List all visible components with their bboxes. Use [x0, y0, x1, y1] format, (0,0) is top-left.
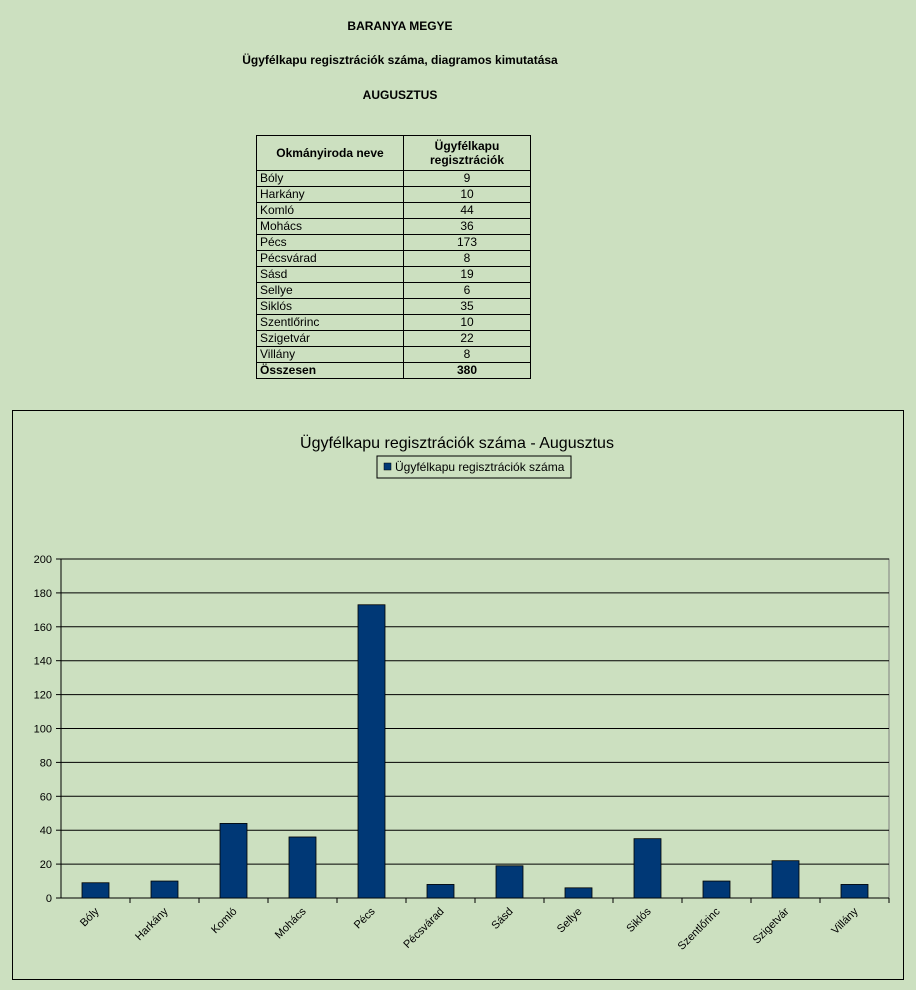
- y-tick-label: 40: [39, 825, 52, 838]
- total-value-cell: 380: [404, 363, 531, 379]
- y-tick-label: 160: [33, 621, 52, 634]
- registrations-table: [256, 135, 531, 379]
- table-row: [257, 251, 531, 267]
- office-name-cell: Harkány: [257, 187, 404, 203]
- table-header-row: [257, 136, 531, 171]
- office-name-cell: Pécsvárad: [257, 251, 404, 267]
- bar: [703, 881, 730, 898]
- bar-chart: [13, 411, 903, 979]
- table-row: [257, 235, 531, 251]
- office-name-cell: Siklós: [257, 299, 404, 315]
- registration-count-cell: 44: [404, 203, 531, 219]
- registration-count-cell: 8: [404, 347, 531, 363]
- y-tick-label: 60: [39, 791, 52, 804]
- bar: [151, 881, 178, 898]
- registration-count-cell: 6: [404, 283, 531, 299]
- table-row: [257, 299, 531, 315]
- county-title: BARANYA MEGYE: [347, 19, 453, 33]
- x-tick-label: Sellye: [554, 905, 585, 936]
- chart-title: Ügyfélkapu regisztrációk száma - Augusztus: [300, 435, 614, 452]
- table-row: [257, 331, 531, 347]
- x-tick-label: Pécs: [351, 905, 378, 932]
- registration-count-cell: 9: [404, 171, 531, 187]
- office-name-cell: Szentlőrinc: [257, 315, 404, 331]
- x-tick-label: Mohács: [272, 905, 309, 942]
- bar: [772, 861, 799, 898]
- table-row: [257, 347, 531, 363]
- y-tick-label: 120: [33, 689, 52, 702]
- x-tick-label: Szigetvár: [750, 905, 792, 947]
- bar: [220, 823, 247, 898]
- registration-count-cell: 8: [404, 251, 531, 267]
- table-row: [257, 283, 531, 299]
- bar: [841, 884, 868, 898]
- y-tick-label: 80: [39, 757, 52, 770]
- month-title: AUGUSZTUS: [362, 88, 438, 102]
- report-subtitle: Ügyfélkapu regisztrációk száma, diagramos kimutatása: [242, 53, 558, 67]
- table-row: [257, 219, 531, 235]
- bar: [358, 605, 385, 898]
- bar: [565, 888, 592, 898]
- table-total-row: [257, 363, 531, 379]
- chart-area: [12, 410, 904, 980]
- office-name-cell: Villány: [257, 347, 404, 363]
- y-tick-label: 0: [45, 893, 52, 905]
- column-header-line1: Ügyfélkapu: [434, 139, 500, 153]
- legend-label: Ügyfélkapu regisztrációk száma: [395, 460, 565, 474]
- bar: [496, 866, 523, 898]
- x-tick-label: Villány: [829, 905, 861, 937]
- office-name-cell: Sellye: [257, 283, 404, 299]
- table-row: [257, 315, 531, 331]
- x-tick-label: Pécsvárad: [401, 905, 447, 951]
- table-row: [257, 267, 531, 283]
- registration-count-cell: 10: [404, 315, 531, 331]
- column-header-registrations: [404, 136, 531, 171]
- y-tick-label: 180: [33, 587, 52, 600]
- registration-count-cell: 10: [404, 187, 531, 203]
- x-tick-label: Sásd: [489, 905, 516, 932]
- table-row: [257, 187, 531, 203]
- column-header-line2: regisztrációk: [429, 153, 505, 167]
- y-tick-label: 100: [33, 723, 52, 736]
- bar: [634, 839, 661, 898]
- x-tick-label: Bóly: [77, 905, 102, 930]
- bar: [82, 883, 109, 898]
- bar: [427, 884, 454, 898]
- y-tick-label: 20: [39, 859, 52, 872]
- office-name-cell: Bóly: [257, 171, 404, 187]
- office-name-cell: Mohács: [257, 219, 404, 235]
- y-tick-label: 200: [33, 554, 52, 566]
- office-name-cell: Szigetvár: [257, 331, 404, 347]
- registration-count-cell: 36: [404, 219, 531, 235]
- x-tick-label: Siklós: [624, 905, 654, 935]
- x-tick-label: Harkány: [133, 905, 171, 944]
- office-name-cell: Komló: [257, 203, 404, 219]
- bar: [289, 837, 316, 898]
- registration-count-cell: 35: [404, 299, 531, 315]
- x-tick-label: Komló: [209, 905, 240, 937]
- column-header-office: Okmányiroda neve: [257, 136, 404, 171]
- registration-count-cell: 173: [404, 235, 531, 251]
- legend-swatch: [384, 463, 391, 470]
- table-row: [257, 171, 531, 187]
- office-name-cell: Sásd: [257, 267, 404, 283]
- chart-legend: [377, 456, 571, 478]
- total-label-cell: Összesen: [257, 363, 404, 379]
- registration-count-cell: 22: [404, 331, 531, 347]
- table-row: [257, 203, 531, 219]
- office-name-cell: Pécs: [257, 235, 404, 251]
- y-tick-label: 140: [33, 655, 52, 668]
- x-tick-label: Szentlőrinc: [675, 905, 723, 953]
- registration-count-cell: 19: [404, 267, 531, 283]
